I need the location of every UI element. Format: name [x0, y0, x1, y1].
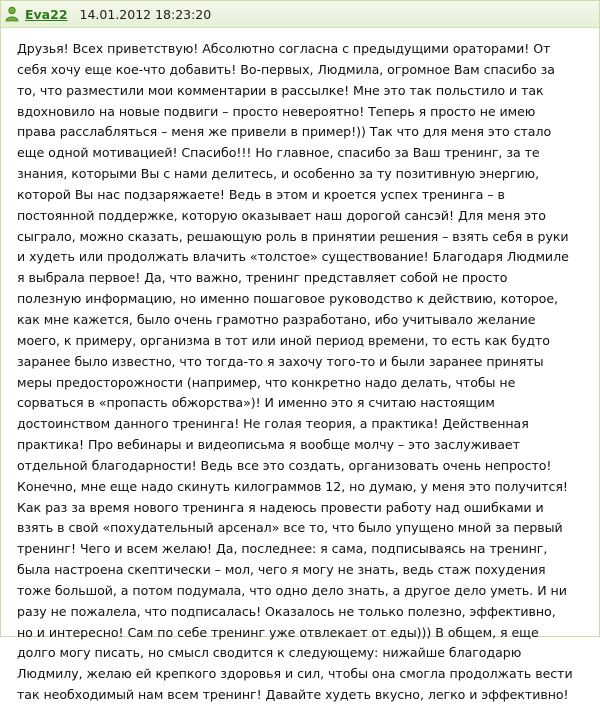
comment-text-line: долго могу писать, но смысл сводится к следующему: нижайше благодарю [17, 645, 522, 661]
comment-text-line: сыграло, можно сказать, решающую роль в принятии решения – взять себя в руки [17, 228, 569, 244]
comment-timestamp: 14.01.2012 18:23:20 [79, 6, 212, 22]
comment-text-line: полезную информацию, но именно пошаговое руководство к действию, которое, [17, 291, 558, 307]
comment-text-line: еще одной мотивацией! Спасибо!!! Но главное, спасибо за Ваш тренинг, за те [17, 145, 540, 161]
comment-text-line: была настроена скептически – мол, чего я могу не знать, ведь стаж похудения [17, 562, 546, 578]
comment-text-line: и худеть или продолжать влачить «толстое» существование! Благодаря Людмиле [17, 249, 569, 265]
comment-text-line: права расслабляться – меня же привели в пример!)) Так что для меня это стало [17, 124, 552, 140]
comment-text-line: Конечно, мне еще надо скинуть килограммов 12, но думаю, у меня это получится! [17, 478, 568, 494]
comment-text-line: меры предосторожности (например, что конкретно надо делать, чтобы не [17, 374, 516, 390]
comment-text-line: Друзья! Всех приветствую! Абсолютно согласна с предыдущими ораторами! От [17, 41, 551, 56]
comment-text-line: постоянной поддержке, которую оказывает наш дорогой сансэй! Для меня это [17, 207, 546, 223]
comment-text-line: заранее было известно, что тогда-то я захочу того-то и были заранее приняты [17, 353, 544, 369]
comment-text-line: как мне кажется, было очень грамотно разработано, ибо учитывало желание [17, 311, 536, 327]
comment-text-line: тоже большой, а потом подумала, что одно дело знать, а другое дело уметь. И ни [17, 582, 567, 598]
comment-text-line: взять в свой «похудательный арсенал» все то, что было упущено мной за первый [17, 520, 563, 536]
comment-text-line: моего, к примеру, организма в тот или иной период времени, то есть как будто [17, 332, 550, 348]
comment-text [1, 28, 599, 706]
comment-text-line: отдельной благодарности! Ведь все это создать, организовать очень непросто! [17, 457, 552, 473]
comment-text-line: вдохновило на новые подвиги – просто невероятно! Теперь я просто не имею [17, 103, 536, 119]
author-link[interactable]: Eva22 [25, 6, 68, 22]
comment-text-line: которой Вы нас подзаряжаете! Ведь в этом и кроется успех тренинга – в [17, 186, 505, 202]
comment-text-line: практика! Про вебинары и видеописьма я вообще молчу – это заслуживает [17, 437, 520, 453]
comment-text-line: себя хочу еще кое-что добавить! Во-первых, Людмила, огромное Вам спасибо за [17, 61, 555, 77]
comment-text-line: сорваться в «пропасть обжорства»)! И именно это я считаю настоящим [17, 395, 495, 411]
comment-text-line: разу не пожалела, что подписалась! Оказалось не только полезно, эффективно, [17, 603, 556, 619]
comment-text-line: знания, которыми Вы с нами делитесь, и особенно за ту позитивную энергию, [17, 166, 540, 182]
comment-text-line: Людмилу, желаю ей крепкого здоровья и сил, чтобы она смогла продолжать вести [17, 666, 573, 682]
user-icon [5, 6, 19, 22]
comment-text-line: тренинг! Чего и всем желаю! Да, последнее: я сама, подписываясь на тренинг, [17, 541, 548, 557]
comment-text-line: так необходимый нам всем тренинг! Давайте худеть вкусно, легко и эффективно! [17, 687, 569, 703]
comment-header [1, 1, 599, 28]
comment-text-line: но и интересно! Сам по себе тренинг уже отвлекает от еды))) В общем, я еще [17, 624, 539, 640]
comment-text-line: я выбрала первое! Да, что важно, тренинг представляет собой не просто [17, 270, 508, 286]
comment-text-line: то, что разместили мои комментарии в рассылке! Мне это так польстило и так [17, 82, 544, 98]
comment-text-line: достоинством данного тренинга! Не голая теория, а практика! Действенная [17, 416, 529, 432]
comment-text-line: Как раз за время нового тренинга я надеюсь провести работу над ошибками и [17, 499, 544, 515]
